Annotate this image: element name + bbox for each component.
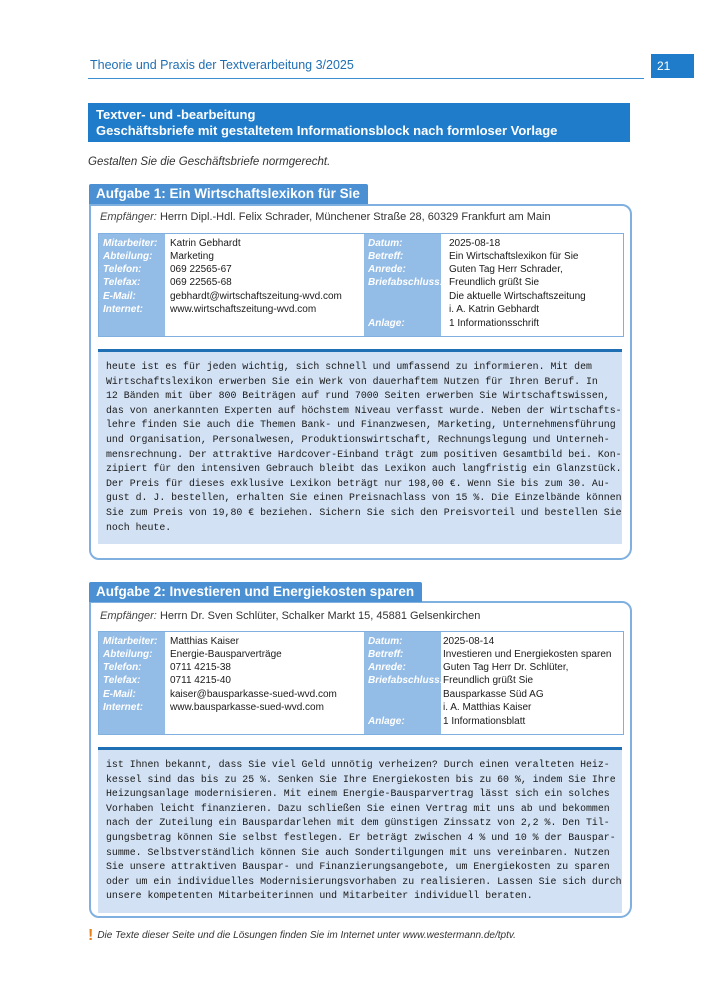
value-briefabschluss-company: Bausparkasse Süd AG [443,689,544,700]
label-email: E-Mail: [103,291,136,302]
exclamation-icon: ! [88,927,94,944]
label-briefabschluss: Briefabschluss: [368,675,444,686]
body-line: zipiert für den intensiven Gebrauch bleibt das Lexikon auch langfristig ein Glanzstück. [106,463,622,475]
value-betreff: Investieren und Energiekosten sparen [443,649,612,660]
value-datum: 2025-08-18 [449,238,501,249]
label-betreff: Betreff: [368,251,404,262]
label-anlage: Anlage: [368,716,405,727]
body-line: summe. Selbstverständlich können Sie auch Sondertilgungen mit uns vereinbaren. Nutzen [106,846,610,858]
value-abteilung: Energie-Bausparverträge [170,649,282,660]
body-line: mensrechnung. Der attraktive Hardcover-Einband trägt zum positiven Gesamtbild bei. Kon- [106,448,622,460]
label-telefax: Telefax: [103,277,141,288]
label-telefax: Telefax: [103,675,141,686]
value-telefon: 069 22565-67 [170,264,232,275]
value-telefon: 0711 4215-38 [170,662,231,673]
value-anlage: 1 Informationsschrift [449,318,540,329]
value-briefabschluss: Freundlich grüßt Sie [449,277,540,288]
letter-body-text [106,758,622,904]
label-mitarbeiter: Mitarbeiter: [103,636,158,647]
body-line: Wirtschaftslexikon erwerben Sie ein Werk von dauerhaftem Nutzen für Ihren Beruf. In [106,375,598,387]
value-mitarbeiter: Matthias Kaiser [170,636,239,647]
label-mitarbeiter: Mitarbeiter: [103,238,158,249]
body-line: Heizungsanlage modernisieren. Mit einem Energie-Bausparvertrag lässt sich ein solches [106,788,610,800]
body-line: Vorhaben leicht finanzieren. Dazu schließen Sie einen Vertrag mit uns ab und bekommen [106,802,610,814]
value-anrede: Guten Tag Herr Dr. Schlüter, [443,662,569,673]
body-line: Der Preis für dieses exklusive Lexikon beträgt nur 198,00 €. Wenn Sie bis zum 30. Au- [106,477,610,489]
value-anrede: Guten Tag Herr Schrader, [449,264,563,275]
value-internet: www.bausparkasse-sued-wvd.com [170,702,324,713]
letter-body-text [106,360,622,535]
task1-title: Aufgabe 1: Ein Wirtschaftslexikon für Sie [89,184,368,204]
body-line: gust d. J. bestellen, erhalten Sie einen Preisnachlass von 15 %. Die Einzelbände können [106,492,622,504]
label-datum: Datum: [368,238,403,249]
body-line: oder um ein individuelles Modernisierungsvorhaben zu realisieren. Lassen Sie sich durch [106,875,622,887]
page-number: 21 [651,54,694,78]
value-abteilung: Marketing [170,251,214,262]
task1-letter-body [98,349,622,544]
body-line: nach der Zuteilung ein Bauspardarlehen mit dem günstigen Zinssatz von 2,2 %. Den Til- [106,817,610,829]
section-title-line2: Geschäftsbriefe mit gestaltetem Informationsblock nach formloser Vorlage [96,123,558,138]
value-telefax: 069 22565-68 [170,277,232,288]
task2-recipient [100,610,480,622]
body-line: unsere kompetenten Mitarbeiterinnen und Mitarbeiter individuell beraten. [106,890,533,902]
value-internet: www.wirtschaftszeitung-wvd.com [170,304,317,315]
body-line: heute ist es für jeden wichtig, sich schnell und umfassend zu informieren. Mit dem [106,361,592,372]
value-betreff: Ein Wirtschaftslexikon für Sie [449,251,579,262]
recipient-label: Empfänger: [100,211,157,223]
body-line: und Organisation, Personalwesen, Produktionswirtschaft, Rechnungslegung und Unterneh- [106,433,610,445]
value-telefax: 0711 4215-40 [170,675,231,686]
body-line: das von anerkannten Experten auf höchstem Niveau verfasst wurde. Neben der Wirtschafts- [106,404,622,416]
label-email: E-Mail: [103,689,136,700]
label-betreff: Betreff: [368,649,404,660]
label-internet: Internet: [103,702,143,713]
body-line: kessel sind das bis zu 25 %. Senken Sie Ihre Energiekosten bis zu 60 %, indem Sie Ihre [106,773,616,785]
value-briefabschluss-company: Die aktuelle Wirtschaftszeitung [449,291,586,302]
body-line: Sie unsere attraktiven Bauspar- und Finanzierungsangebote, um Energiekosten zu sparen [106,861,610,873]
body-line: Sie zum Preis von 19,80 € beziehen. Sichern Sie sich den Preisvorteil und bestellen Sie [106,506,622,518]
value-briefabschluss: Freundlich grüßt Sie [443,675,534,686]
value-briefabschluss-signer: i. A. Matthias Kaiser [443,702,532,713]
label-abteilung: Abteilung: [103,251,153,262]
body-line: lehre finden Sie auch die Themen Bank- und Finanzwesen, Marketing, Unternehmensführung [106,419,616,431]
task1-info-block [98,233,624,337]
running-header [88,54,644,79]
label-telefon: Telefon: [103,264,142,275]
body-line: gungsbetrag können Sie selbst festlegen. Er beträgt zwischen 4 % und 10 % der Bauspar- [106,831,616,843]
body-line: 12 Bänden mit über 800 Beiträgen auf rund 7000 Seiten erwerben Sie Wirtschaftswissen, [106,390,610,402]
section-title-box [88,103,630,142]
section-title-line1: Textver- und -bearbeitung [96,107,256,122]
value-email: kaiser@bausparkasse-sued-wvd.com [170,689,337,700]
value-datum: 2025-08-14 [443,636,495,647]
task2-info-block [98,631,624,735]
task1-recipient [100,211,551,223]
label-internet: Internet: [103,304,143,315]
footer-note [88,927,516,945]
body-line: noch heute. [106,521,172,533]
label-abteilung: Abteilung: [103,649,153,660]
recipient-address: Herrn Dipl.-Hdl. Felix Schrader, Münchener Straße 28, 60329 Frankfurt am Main [159,211,551,223]
task2-letter-body [98,747,622,913]
instruction-text: Gestalten Sie die Geschäftsbriefe normgerecht. [88,156,331,168]
value-briefabschluss-signer: i. A. Katrin Gebhardt [449,304,540,315]
value-email: gebhardt@wirtschaftszeitung-wvd.com [170,291,342,302]
task2-title: Aufgabe 2: Investieren und Energiekosten sparen [89,582,422,602]
value-anlage: 1 Informationsblatt [443,716,526,727]
value-mitarbeiter: Katrin Gebhardt [170,238,241,249]
journal-title: Theorie und Praxis der Textverarbeitung 3/2025 [90,58,354,72]
recipient-address: Herrn Dr. Sven Schlüter, Schalker Markt 15, 45881 Gelsenkirchen [159,610,481,622]
label-anlage: Anlage: [368,318,405,329]
body-line: ist Ihnen bekannt, dass Sie viel Geld unnötig verheizen? Durch einen veralteten Heiz- [106,759,610,770]
footer-text: Die Texte dieser Seite und die Lösungen finden Sie im Internet unter www.westermann.de/tptv. [97,930,516,941]
label-datum: Datum: [368,636,403,647]
label-anrede: Anrede: [368,264,406,275]
recipient-label: Empfänger: [100,610,157,622]
label-anrede: Anrede: [368,662,406,673]
label-briefabschluss: Briefabschluss: [368,277,444,288]
label-telefon: Telefon: [103,662,142,673]
